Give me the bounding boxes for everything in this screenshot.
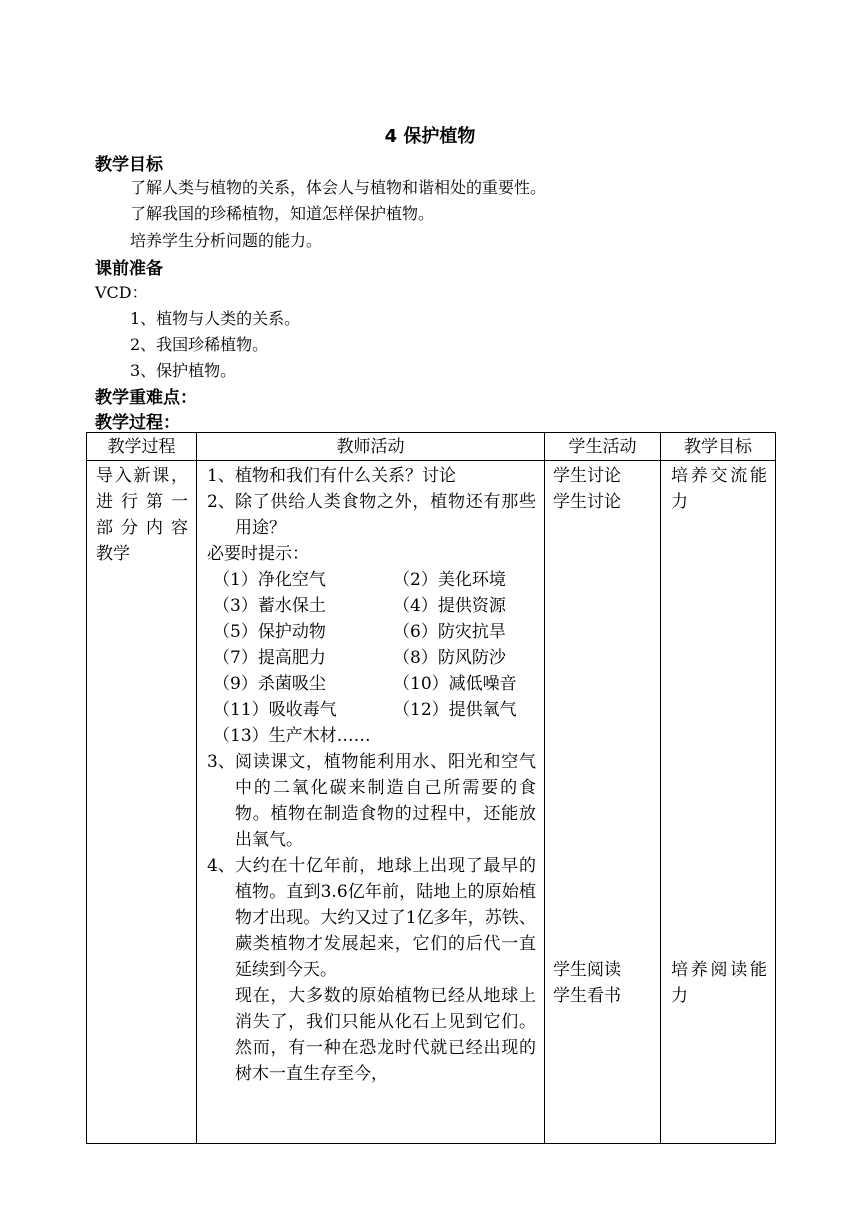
teacher-cell: [197, 461, 545, 1144]
prep-item: 2、我国珍稀植物。: [130, 335, 269, 354]
item-number: 2、: [207, 492, 235, 512]
objectives-heading: 教学目标: [95, 155, 163, 175]
student-activity: 学生讨论: [553, 466, 621, 486]
teacher-item-1: [207, 463, 536, 489]
hint-item: （7）提高肥力: [213, 648, 326, 668]
hint-item: （6）防灾抗旱: [393, 622, 506, 642]
teacher-item-3: [207, 749, 536, 853]
objective-item: 了解人类与植物的关系，体会人与植物和谐相处的重要性。: [130, 178, 547, 197]
student-activity: 学生看书: [553, 986, 621, 1006]
hint-item: （10）减低噪音: [393, 674, 517, 694]
lesson-table: [86, 432, 776, 1144]
hint-list: [207, 567, 536, 723]
student-cell: [545, 461, 661, 1144]
process-heading: 教学过程：: [95, 413, 180, 433]
goal-cell: [661, 461, 776, 1144]
spacer: [671, 515, 767, 957]
hint-item: （13）生产木材……: [213, 726, 371, 746]
objective-item: 了解我国的珍稀植物，知道怎样保护植物。: [130, 204, 435, 223]
stage-cell: [87, 461, 197, 1144]
hint-item: （1）净化空气: [213, 570, 326, 590]
goal-text: 培养阅读能力: [671, 960, 767, 1006]
header-goal: 教学目标: [661, 433, 776, 461]
spacer: [553, 515, 654, 957]
hint-item: （2）美化环境: [393, 570, 506, 590]
item-text: 除了供给人类食物之外，植物还有那些用途？: [235, 492, 536, 538]
hint-item: （4）提供资源: [393, 596, 506, 616]
keypoints-heading: 教学重难点：: [95, 388, 197, 408]
hint-item: （5）保护动物: [213, 622, 326, 642]
hint-label: 必要时提示：: [207, 544, 309, 564]
stage-line: 教学: [96, 544, 130, 564]
stage-line: 部分内容: [96, 518, 188, 538]
prep-vcd: VCD：: [95, 283, 148, 302]
header-teacher: 教师活动: [197, 433, 545, 461]
student-activity: 学生讨论: [553, 492, 621, 512]
item-text: 大约在十亿年前，地球上出现了最早的植物。直到3.6亿年前，陆地上的原始植物才出现。大约又过了1亿多年，苏铁、蕨类植物才发展起来，它们的后代一直延续到今天。: [235, 856, 536, 980]
hint-item: （8）防风防沙: [393, 648, 506, 668]
header-student: 学生活动: [545, 433, 661, 461]
goal-text: 培养交流能力: [671, 466, 767, 512]
item-text: 阅读课文，植物能利用水、阳光和空气中的二氧化碳来制造自己所需要的食物。植物在制造食物的过程中，还能放出氧气。: [235, 752, 536, 850]
hint-item: （11）吸收毒气: [213, 700, 337, 720]
teacher-item-2: [207, 489, 536, 541]
table-header-row: [87, 433, 776, 461]
prep-heading: 课前准备: [95, 259, 163, 279]
student-activity: 学生阅读: [553, 960, 621, 980]
prep-item: 3、保护植物。: [130, 361, 237, 380]
hint-item: （9）杀菌吸尘: [213, 674, 326, 694]
teacher-item-4: [207, 853, 536, 983]
hint-item: （3）蓄水保土: [213, 596, 326, 616]
item-number: 3、: [207, 752, 235, 772]
stage-line: 导入新课，: [96, 466, 188, 486]
item-text: 植物和我们有什么关系？讨论: [235, 466, 456, 486]
hint-item: （12）提供氧气: [393, 700, 517, 720]
header-stage: 教学过程: [87, 433, 197, 461]
teacher-item-4-continued: 现在，大多数的原始植物已经从地球上消失了，我们只能从化石上见到它们。然而，有一种在恐龙时代就已经出现的树木一直生存至今，: [235, 986, 536, 1084]
page-title: 4 保护植物: [384, 126, 476, 147]
item-number: 4、: [207, 856, 235, 876]
prep-item: 1、植物与人类的关系。: [130, 309, 301, 328]
item-number: 1、: [207, 466, 235, 486]
stage-line: 进行第一: [96, 492, 188, 512]
table-row: [87, 461, 776, 1144]
objective-item: 培养学生分析问题的能力。: [130, 231, 323, 250]
